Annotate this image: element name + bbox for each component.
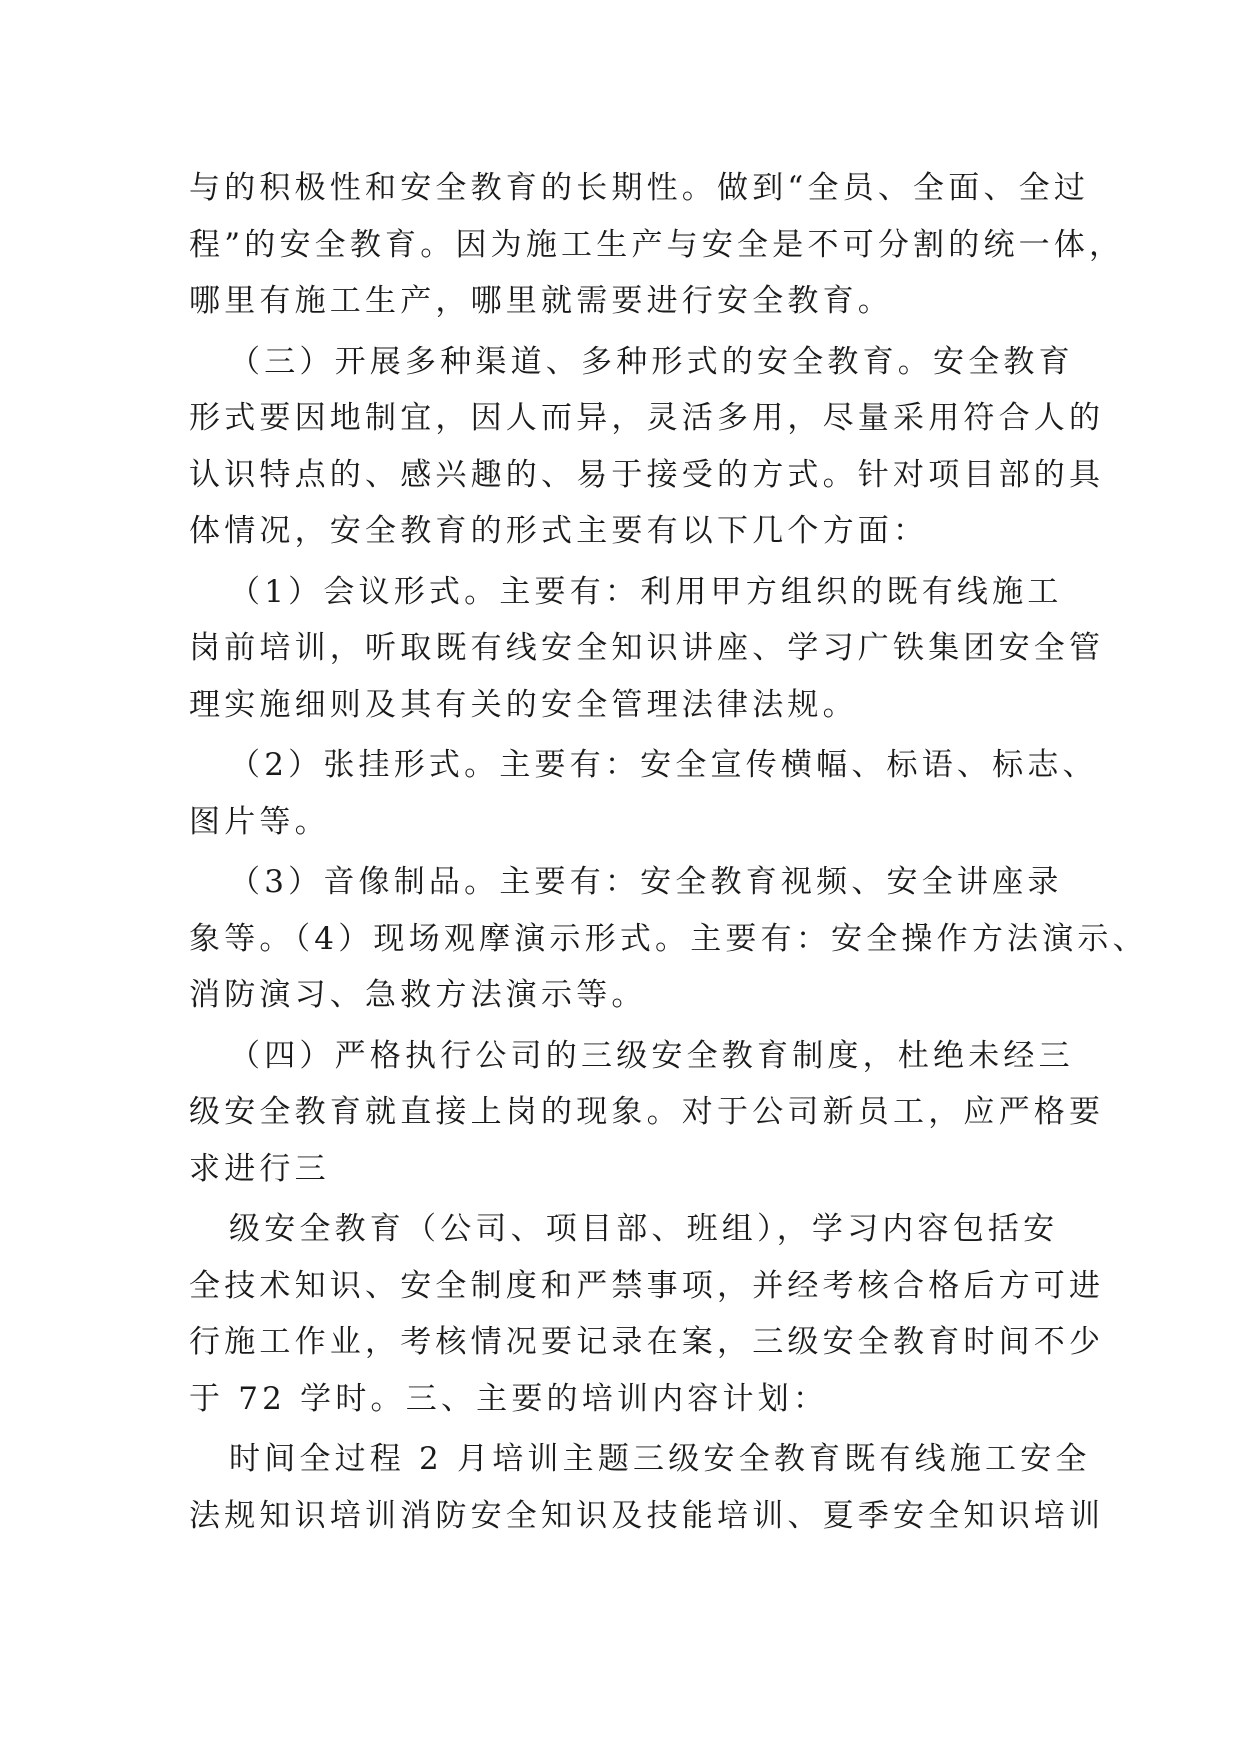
text-line: 求进行三 — [189, 1150, 330, 1187]
text-line: 于 72 学时。三、主要的培训内容计划： — [189, 1380, 829, 1417]
text-line: （3）音像制品。主要有：安全教育视频、安全讲座录 — [229, 864, 1063, 900]
text-line: 法规知识培训消防安全知识及技能培训、夏季安全知识培训 — [189, 1497, 1105, 1534]
text-line: 行施工作业，考核情况要记录在案，三级安全教育时间不少 — [189, 1324, 1105, 1360]
text-line: 体情况，安全教育的形式主要有以下几个方面： — [189, 513, 929, 549]
text-line: 级安全教育（公司、项目部、班组），学习内容包括安 — [229, 1211, 1059, 1247]
text-line: （2）张挂形式。主要有：安全宣传横幅、标语、标志、 — [229, 747, 1098, 783]
text-line: （1）会议形式。主要有：利用甲方组织的既有线施工 — [229, 573, 1063, 610]
paragraph-2 — [189, 334, 1105, 560]
paragraph-8 — [189, 1431, 1105, 1544]
text-line: 时间全过程 2 月培训主题三级安全教育既有线施工安全 — [229, 1441, 1091, 1477]
text-line: （三）开展多种渠道、多种形式的安全教育。安全教育 — [229, 343, 1074, 380]
text-line: 全技术知识、安全制度和严禁事项，并经考核合格后方可进 — [189, 1267, 1105, 1304]
text-line: 理实施细则及其有关的安全管理法律法规。 — [189, 686, 858, 723]
paragraph-1 — [189, 160, 1125, 330]
text-line: 岗前培训，听取既有线安全知识讲座、学习广铁集团安全管 — [189, 630, 1105, 666]
text-line: （四）严格执行公司的三级安全教育制度，杜绝未经三 — [229, 1037, 1074, 1074]
paragraph-3 — [189, 564, 1105, 734]
text-line: 形式要因地制宜，因人而异，灵活多用，尽量采用符合人的 — [189, 400, 1105, 436]
text-line: 消防演习、急救方法演示等。 — [189, 977, 647, 1013]
text-line: 级安全教育就直接上岗的现象。对于公司新员工，应严格要 — [189, 1094, 1105, 1130]
paragraph-4 — [189, 737, 1098, 850]
text-line: 与的积极性和安全教育的长期性。做到“全员、全面、全过 — [189, 170, 1090, 206]
paragraph-5 — [189, 854, 1148, 1024]
paragraph-6 — [189, 1028, 1105, 1198]
paragraph-7 — [189, 1201, 1105, 1427]
text-line: 哪里有施工生产，哪里就需要进行安全教育。 — [189, 283, 893, 319]
body-text — [189, 160, 1148, 1544]
text-line: 程”的安全教育。因为施工生产与安全是不可分割的统一体， — [189, 226, 1125, 263]
text-line: 象等。（4）现场观摩演示形式。主要有：安全操作方法演示、 — [189, 920, 1148, 957]
text-line: 认识特点的、感兴趣的、易于接受的方式。针对项目部的具 — [189, 456, 1105, 493]
text-line: 图片等。 — [189, 803, 330, 840]
